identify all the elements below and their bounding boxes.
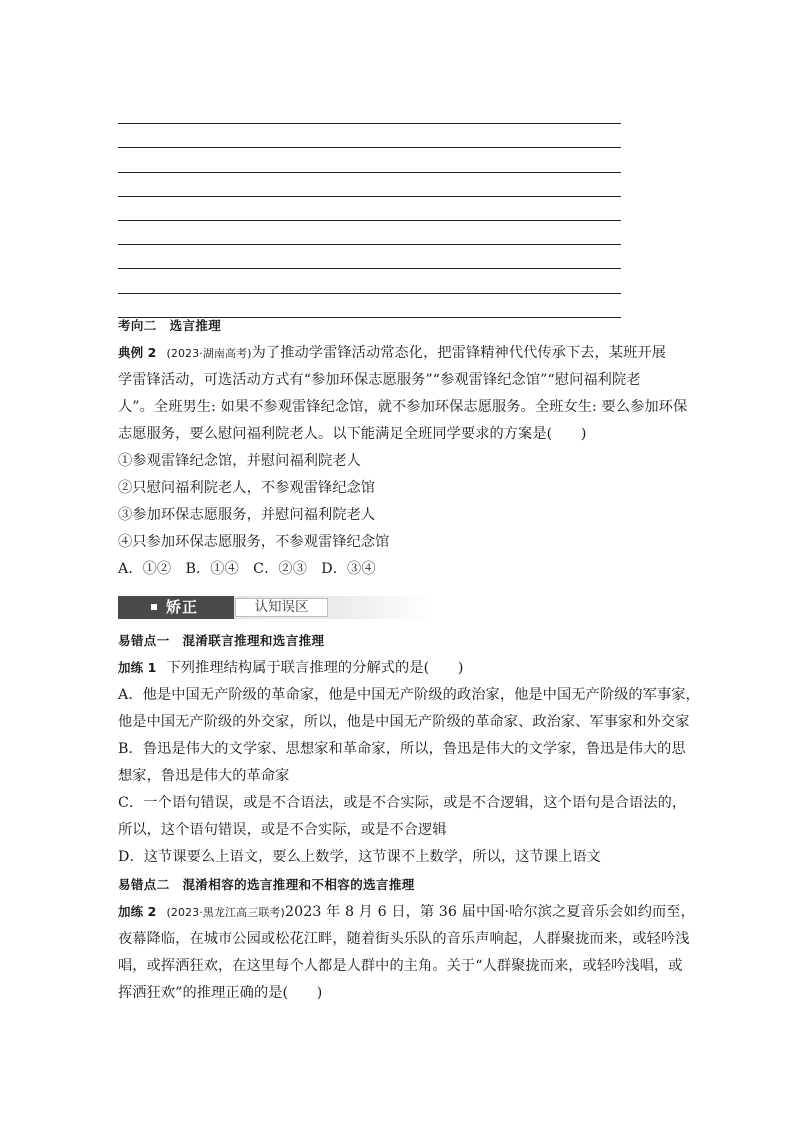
option-line: 想家，鲁迅是伟大的革命家: [118, 768, 290, 784]
banner-subtitle: 认知误区: [254, 599, 309, 615]
answer-line: [118, 100, 621, 124]
answer-line: [118, 173, 621, 197]
question-stem: 下列推理结构属于联言推理的分解式的是( ): [166, 660, 464, 676]
answer-line: [118, 124, 621, 148]
example-text: 为了推动学雷锋活动常态化，把雷锋精神代代传承下去，某班开展: [251, 345, 666, 361]
option-line: D．这节课要么上语文，要么上数学，这节课不上数学，所以，这节课上语文: [118, 849, 601, 865]
main-content: [118, 312, 700, 1007]
answer-line: [118, 221, 621, 245]
error-heading-2: 易错点二 混淆相容的选言推理和不相容的选言推理: [118, 877, 415, 892]
statement-item: ④只参加环保志愿服务，不参观雷锋纪念馆: [118, 534, 390, 550]
square-bullet-icon: [151, 604, 157, 610]
example-line: 人”。全班男生: 如果不参观雷锋纪念馆，就不参加环保志愿服务。全班女生: 要么参加环保: [118, 399, 688, 415]
example-line: 学雷锋活动，可选活动方式有“参加环保志愿服务”“参观雷锋纪念馆”“慰问福利院老: [118, 372, 641, 388]
option-line: A．他是中国无产阶级的革命家，他是中国无产阶级的政治家，他是中国无产阶级的军事家，: [118, 687, 700, 703]
answer-options: A．①② B．①④ C．②③ D．③④: [118, 561, 376, 577]
example-line: [118, 339, 678, 367]
banner-title: 矫正: [166, 598, 199, 616]
error-heading-1: 易错点一 混淆联言推理和选言推理: [118, 633, 325, 648]
answer-line: [118, 245, 621, 269]
statement-item: ③参加环保志愿服务，并慰问福利院老人: [118, 507, 376, 523]
question-label: 加练 1: [118, 660, 157, 675]
answer-line: [118, 148, 621, 172]
question-line: [118, 654, 678, 682]
statement-item: ①参观雷锋纪念馆，并慰问福利院老人: [118, 453, 361, 469]
answer-lines: [118, 100, 621, 318]
option-line: B．鲁迅是伟大的文学家、思想家和革命家，所以，鲁迅是伟大的文学家，鲁迅是伟大的思: [118, 741, 686, 757]
question-line: 唱，或挥洒狂欢，在这里每个人都是人群中的主角。关于“人群聚拢而来，或轻吟浅唱，或: [118, 958, 683, 974]
statement-item: ②只慰问福利院老人，不参观雷锋纪念馆: [118, 480, 376, 496]
example-line: 志愿服务，要么慰问福利院老人。以下能满足全班同学要求的方案是( ): [118, 426, 587, 442]
question-line: [118, 898, 695, 926]
question-line: 挥洒狂欢”的推理正确的是( ): [118, 985, 323, 1001]
question-line: 夜幕降临，在城市公园或松花江畔，随着街头乐队的音乐声响起，人群聚拢而来，或轻吟浅: [118, 931, 690, 947]
example-label: 典例 2: [118, 345, 157, 360]
question-label: 加练 2: [118, 904, 157, 919]
answer-line: [118, 197, 621, 221]
question-text: 2023 年 8 月 6 日，第 36 届中国·哈尔滨之夏音乐会如约而至，: [284, 904, 695, 920]
question-source: (2023·黑龙江高三联考): [166, 906, 285, 919]
section-banner: [118, 596, 431, 619]
section-heading-xuanyan: 考向二 选言推理: [118, 318, 222, 333]
example-source: (2023·湖南高考): [166, 347, 252, 360]
option-line: C．一个语句错误，或是不合语法，或是不合实际，或是不合逻辑，这个语句是合语法的，: [118, 795, 687, 811]
option-line: 他是中国无产阶级的外交家，所以，他是中国无产阶级的革命家、政治家、军事家和外交家: [118, 714, 690, 730]
answer-line: [118, 269, 621, 293]
option-line: 所以，这个语句错误，或是不合实际，或是不合逻辑: [118, 822, 447, 838]
